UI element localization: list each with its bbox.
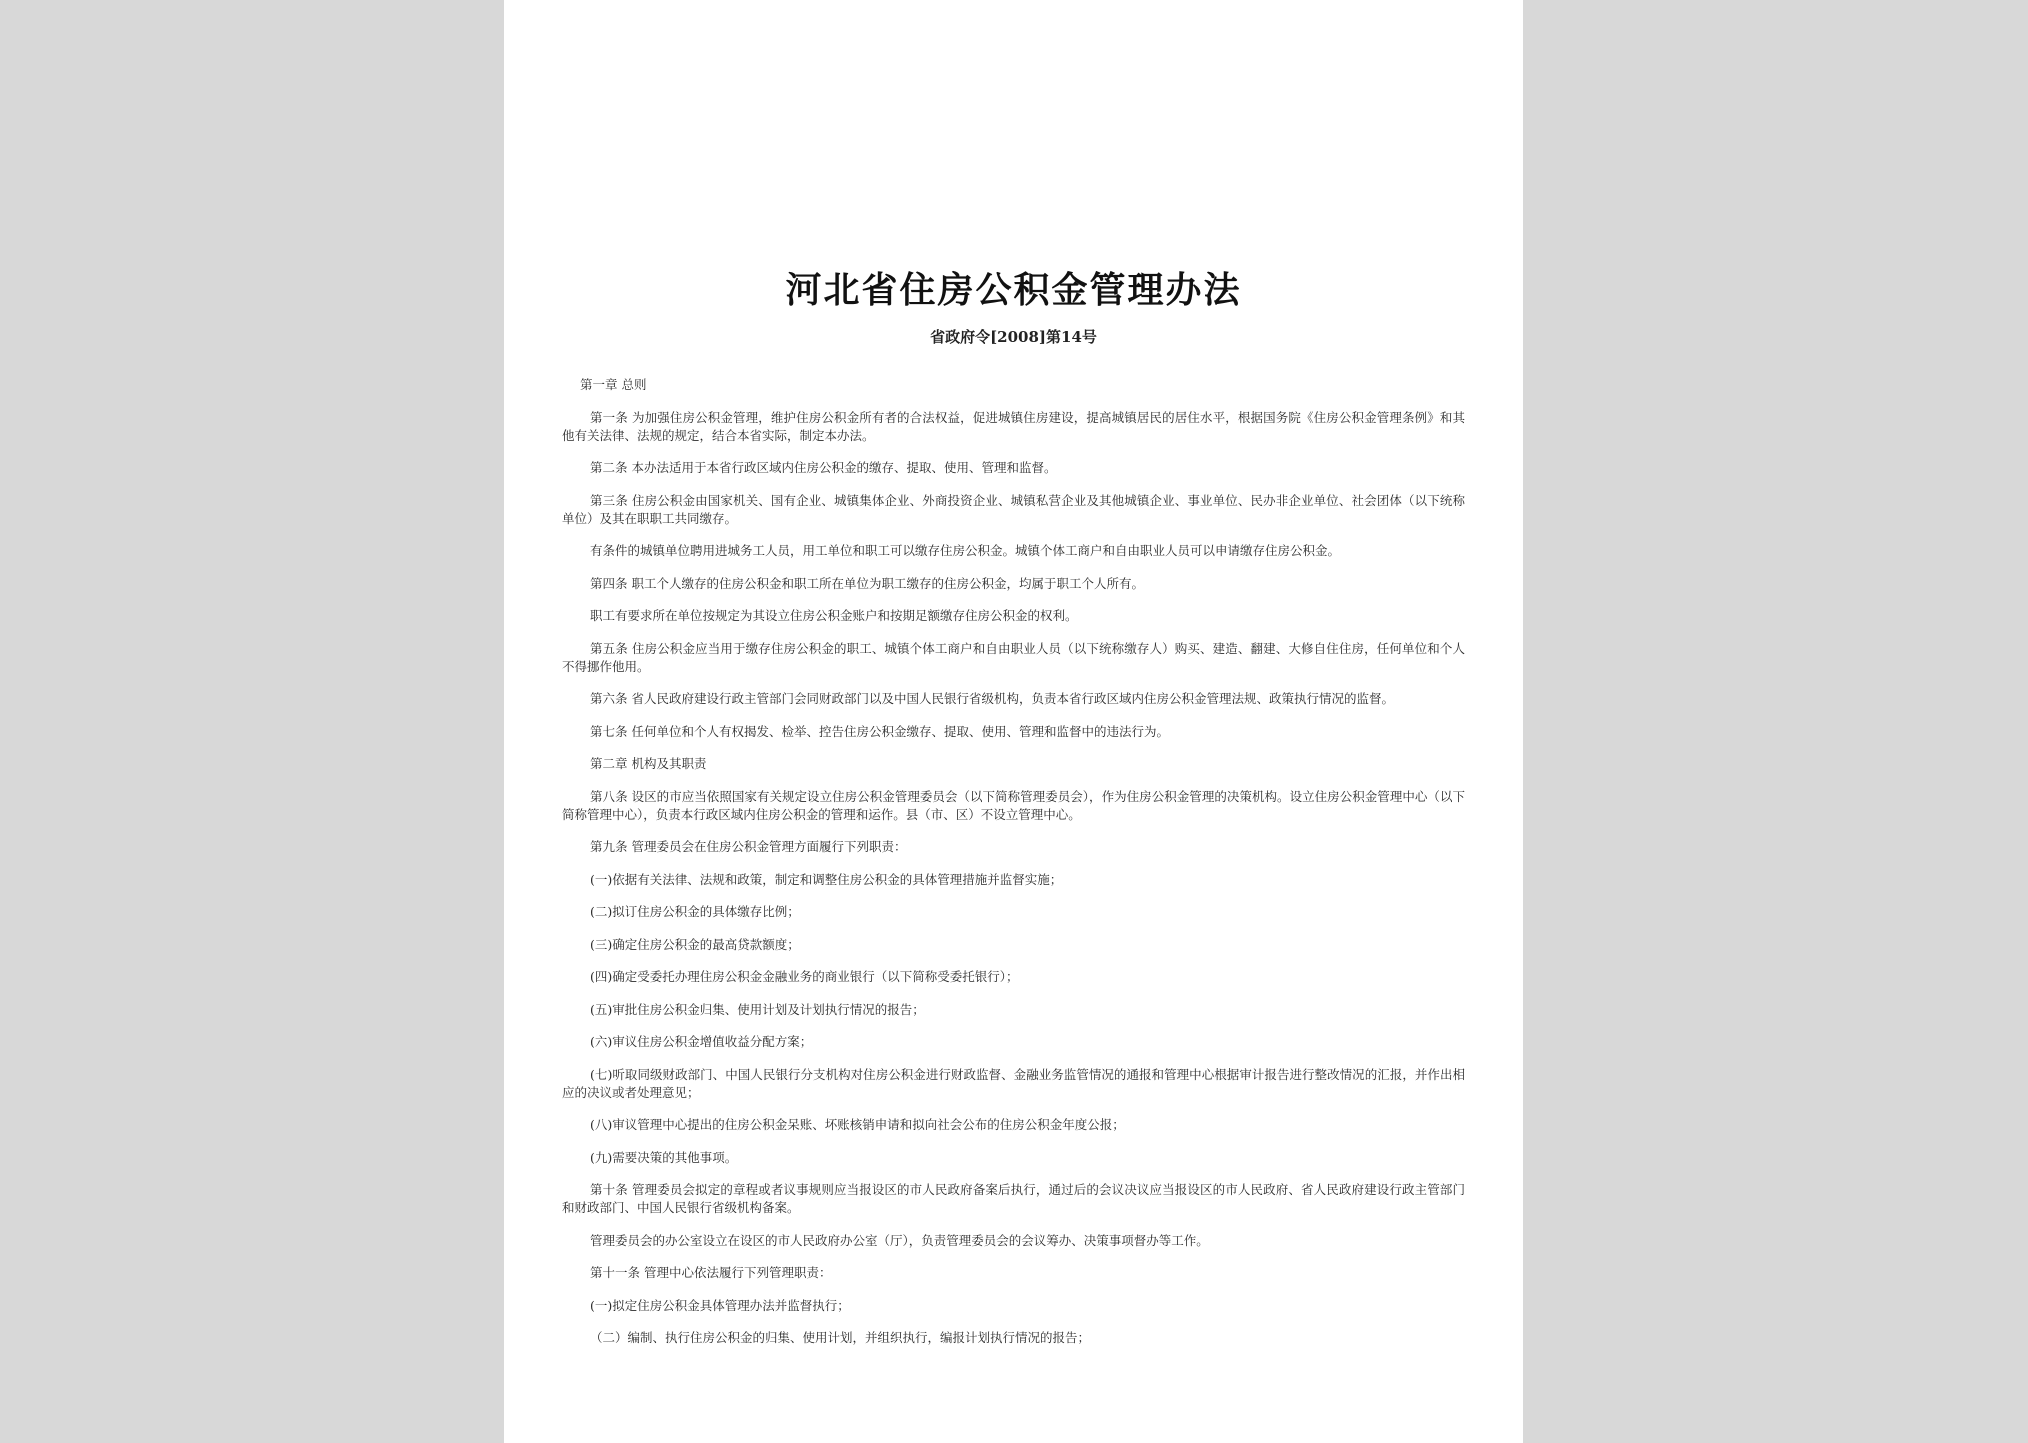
paragraph: 职工有要求所在单位按规定为其设立住房公积金账户和按期足额缴存住房公积金的权利。 [590, 608, 1078, 623]
list-item: (一)依据有关法律、法规和政策，制定和调整住房公积金的具体管理措施并监督实施； [590, 871, 1063, 887]
list-item: (九)需要决策的其他事项。 [590, 1149, 738, 1165]
paragraph: 第十条 管理委员会拟定的章程或者议事规则应当报设区的市人民政府备案后执行，通过后的会议决议应当报设区的市人民政府、省人民政府建设行政主管部门和财政部门、中国人民银行省级机构备案。 [562, 1182, 1465, 1215]
paragraph: 第七条 任何单位和个人有权揭发、检举、控告住房公积金缴存、提取、使用、管理和监督中的违法行为。 [590, 723, 1169, 739]
paragraph: 第九条 管理委员会在住房公积金管理方面履行下列职责： [590, 839, 907, 854]
paragraph: 有条件的城镇单位聘用进城务工人员，用工单位和职工可以缴存住房公积金。城镇个体工商户和自由职业人员可以申请缴存住房公积金。 [590, 543, 1341, 558]
document-subtitle: 省政府令[2008]第14号 [930, 328, 1097, 346]
paragraph: 第二条 本办法适用于本省行政区域内住房公积金的缴存、提取、使用、管理和监督。 [590, 460, 1057, 475]
list-item: （二）编制、执行住房公积金的归集、使用计划，并组织执行，编报计划执行情况的报告； [590, 1330, 1091, 1345]
document-body [562, 376, 1465, 1362]
paragraph: 管理委员会的办公室设立在设区的市人民政府办公室（厅），负责管理委员会的会议筹办、决策事项督办等工作。 [590, 1232, 1209, 1248]
list-item: (一)拟定住房公积金具体管理办法并监督执行； [590, 1297, 850, 1313]
paragraph: 第五条 住房公积金应当用于缴存住房公积金的职工、城镇个体工商户和自由职业人员（以下统称缴存人）购买、建造、翻建、大修自住住房，任何单位和个人不得挪作他用。 [562, 640, 1465, 674]
paragraph: 第三条 住房公积金由国家机关、国有企业、城镇集体企业、外商投资企业、城镇私营企业及其他城镇企业、事业单位、民办非企业单位、社会团体（以下统称单位）及其在职职工共同缴存。 [562, 492, 1465, 526]
list-item: (二)拟订住房公积金的具体缴存比例； [590, 904, 800, 919]
list-item: (四)确定受委托办理住房公积金金融业务的商业银行（以下简称受委托银行）； [590, 969, 1019, 984]
chapter-heading: 第一章 总则 [580, 377, 647, 392]
document-page [504, 0, 1523, 1443]
list-item: (五)审批住房公积金归集、使用计划及计划执行情况的报告； [590, 1001, 925, 1017]
list-item: (七)听取同级财政部门、中国人民银行分支机构对住房公积金进行财政监督、金融业务监管情况的通报和管理中心根据审计报告进行整改情况的汇报，并作出相应的决议或者处理意见； [562, 1066, 1465, 1100]
chapter-heading: 第二章 机构及其职责 [590, 756, 707, 771]
paragraph: 第八条 设区的市应当依照国家有关规定设立住房公积金管理委员会（以下简称管理委员会），作为住房公积金管理的决策机构。设立住房公积金管理中心（以下简称管理中心），负责本行政区域内住房公积金的管理和运作。县（市、区）不设立管理中心。 [562, 788, 1465, 822]
paragraph: 第一条 为加强住房公积金管理，维护住房公积金所有者的合法权益，促进城镇住房建设，提高城镇居民的居住水平，根据国务院《住房公积金管理条例》和其他有关法律、法规的规定，结合本省实际，制定本办法。 [562, 409, 1465, 443]
paragraph: 第四条 职工个人缴存的住房公积金和职工所在单位为职工缴存的住房公积金，均属于职工个人所有。 [590, 575, 1144, 591]
list-item: (三)确定住房公积金的最高贷款额度； [590, 936, 800, 952]
paragraph: 第十一条 管理中心依法履行下列管理职责： [590, 1265, 832, 1280]
paragraph: 第六条 省人民政府建设行政主管部门会同财政部门以及中国人民银行省级机构，负责本省行政区域内住房公积金管理法规、政策执行情况的监督。 [590, 691, 1394, 706]
list-item: (八)审议管理中心提出的住房公积金呆账、坏账核销申请和拟向社会公布的住房公积金年度公报； [590, 1117, 1125, 1132]
list-item: (六)审议住房公积金增值收益分配方案； [590, 1034, 813, 1049]
document-title: 河北省住房公积金管理办法 [785, 269, 1242, 311]
